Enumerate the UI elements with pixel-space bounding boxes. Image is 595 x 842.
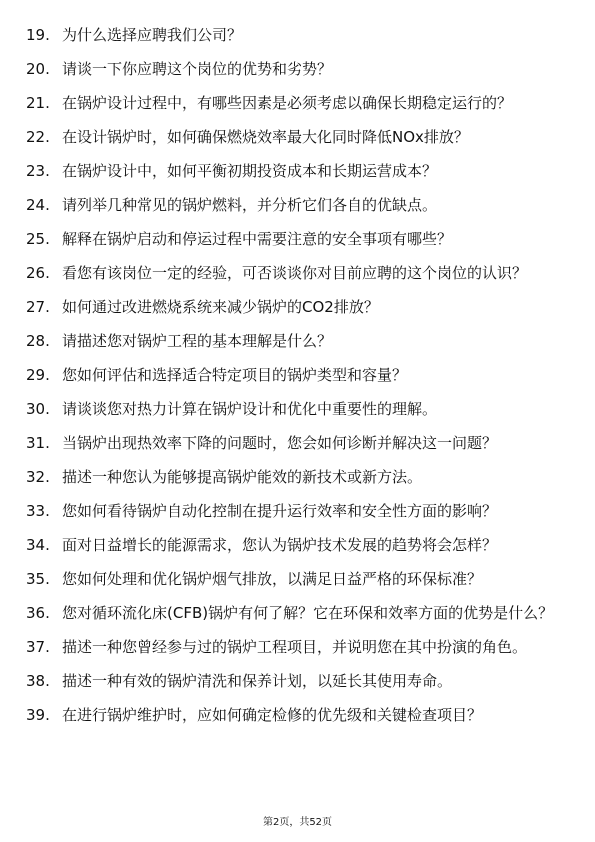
question-item — [0, 398, 595, 420]
question-text: 为什么选择应聘我们公司？ — [62, 26, 243, 44]
question-number: 34. — [26, 536, 50, 554]
question-text: 请谈一下你应聘这个岗位的优势和劣势？ — [62, 60, 333, 78]
question-item — [0, 330, 595, 352]
question-item — [0, 24, 595, 46]
question-number: 30. — [26, 400, 50, 418]
question-item — [0, 194, 595, 216]
question-item — [0, 602, 595, 624]
question-item — [0, 636, 595, 658]
question-number: 31. — [26, 434, 50, 452]
question-text: 当锅炉出现热效率下降的问题时，您会如何诊断并解决这一问题？ — [62, 434, 498, 452]
question-item — [0, 262, 595, 284]
question-number: 39. — [26, 706, 50, 724]
question-number: 19. — [26, 26, 50, 44]
question-text: 描述一种您曾经参与过的锅炉工程项目，并说明您在其中扮演的角色。 — [62, 638, 528, 656]
question-text: 请描述您对锅炉工程的基本理解是什么？ — [62, 332, 333, 350]
question-item — [0, 160, 595, 182]
question-text: 您如何看待锅炉自动化控制在提升运行效率和安全性方面的影响？ — [62, 502, 498, 520]
question-item — [0, 228, 595, 250]
question-text: 面对日益增长的能源需求，您认为锅炉技术发展的趋势将会怎样？ — [62, 536, 498, 554]
question-number: 25. — [26, 230, 50, 248]
question-text: 请列举几种常见的锅炉燃料，并分析它们各自的优缺点。 — [62, 196, 438, 214]
question-item — [0, 704, 595, 726]
question-item — [0, 534, 595, 556]
question-number: 22. — [26, 128, 50, 146]
question-item — [0, 126, 595, 148]
question-number: 36. — [26, 604, 50, 622]
question-text: 在锅炉设计中，如何平衡初期投资成本和长期运营成本？ — [62, 162, 438, 180]
question-text: 描述一种您认为能够提高锅炉能效的新技术或新方法。 — [62, 468, 423, 486]
question-text: 解释在锅炉启动和停运过程中需要注意的安全事项有哪些？ — [62, 230, 453, 248]
question-item — [0, 432, 595, 454]
question-text: 您如何评估和选择适合特定项目的锅炉类型和容量？ — [62, 366, 408, 384]
question-item — [0, 670, 595, 692]
question-item — [0, 296, 595, 318]
question-item — [0, 58, 595, 80]
question-number: 37. — [26, 638, 50, 656]
question-number: 35. — [26, 570, 50, 588]
question-number: 26. — [26, 264, 50, 282]
question-text: 在进行锅炉维护时，应如何确定检修的优先级和关键检查项目？ — [62, 706, 483, 724]
question-text: 描述一种有效的锅炉清洗和保养计划，以延长其使用寿命。 — [62, 672, 453, 690]
question-number: 23. — [26, 162, 50, 180]
question-number: 24. — [26, 196, 50, 214]
question-list — [0, 24, 595, 738]
question-item — [0, 92, 595, 114]
question-text: 您如何处理和优化锅炉烟气排放，以满足日益严格的环保标准？ — [62, 570, 483, 588]
question-item — [0, 364, 595, 386]
question-item — [0, 466, 595, 488]
question-number: 21. — [26, 94, 50, 112]
question-number: 38. — [26, 672, 50, 690]
question-number: 29. — [26, 366, 50, 384]
question-item — [0, 500, 595, 522]
question-number: 33. — [26, 502, 50, 520]
question-text: 您对循环流化床(CFB)锅炉有何了解？它在环保和效率方面的优势是什么？ — [62, 604, 554, 622]
question-number: 32. — [26, 468, 50, 486]
question-number: 28. — [26, 332, 50, 350]
page-number-label: 第2页，共52页 — [262, 817, 333, 828]
question-text: 在锅炉设计过程中，有哪些因素是必须考虑以确保长期稳定运行的？ — [62, 94, 513, 112]
question-text: 在设计锅炉时，如何确保燃烧效率最大化同时降低NOx排放？ — [62, 128, 469, 146]
question-number: 20. — [26, 60, 50, 78]
question-text: 如何通过改进燃烧系统来减少锅炉的CO2排放？ — [62, 298, 379, 316]
question-number: 27. — [26, 298, 50, 316]
page-footer — [0, 816, 595, 830]
question-text: 看您有该岗位一定的经验，可否谈谈你对目前应聘的这个岗位的认识？ — [62, 264, 528, 282]
question-text: 请谈谈您对热力计算在锅炉设计和优化中重要性的理解。 — [62, 400, 438, 418]
question-item — [0, 568, 595, 590]
